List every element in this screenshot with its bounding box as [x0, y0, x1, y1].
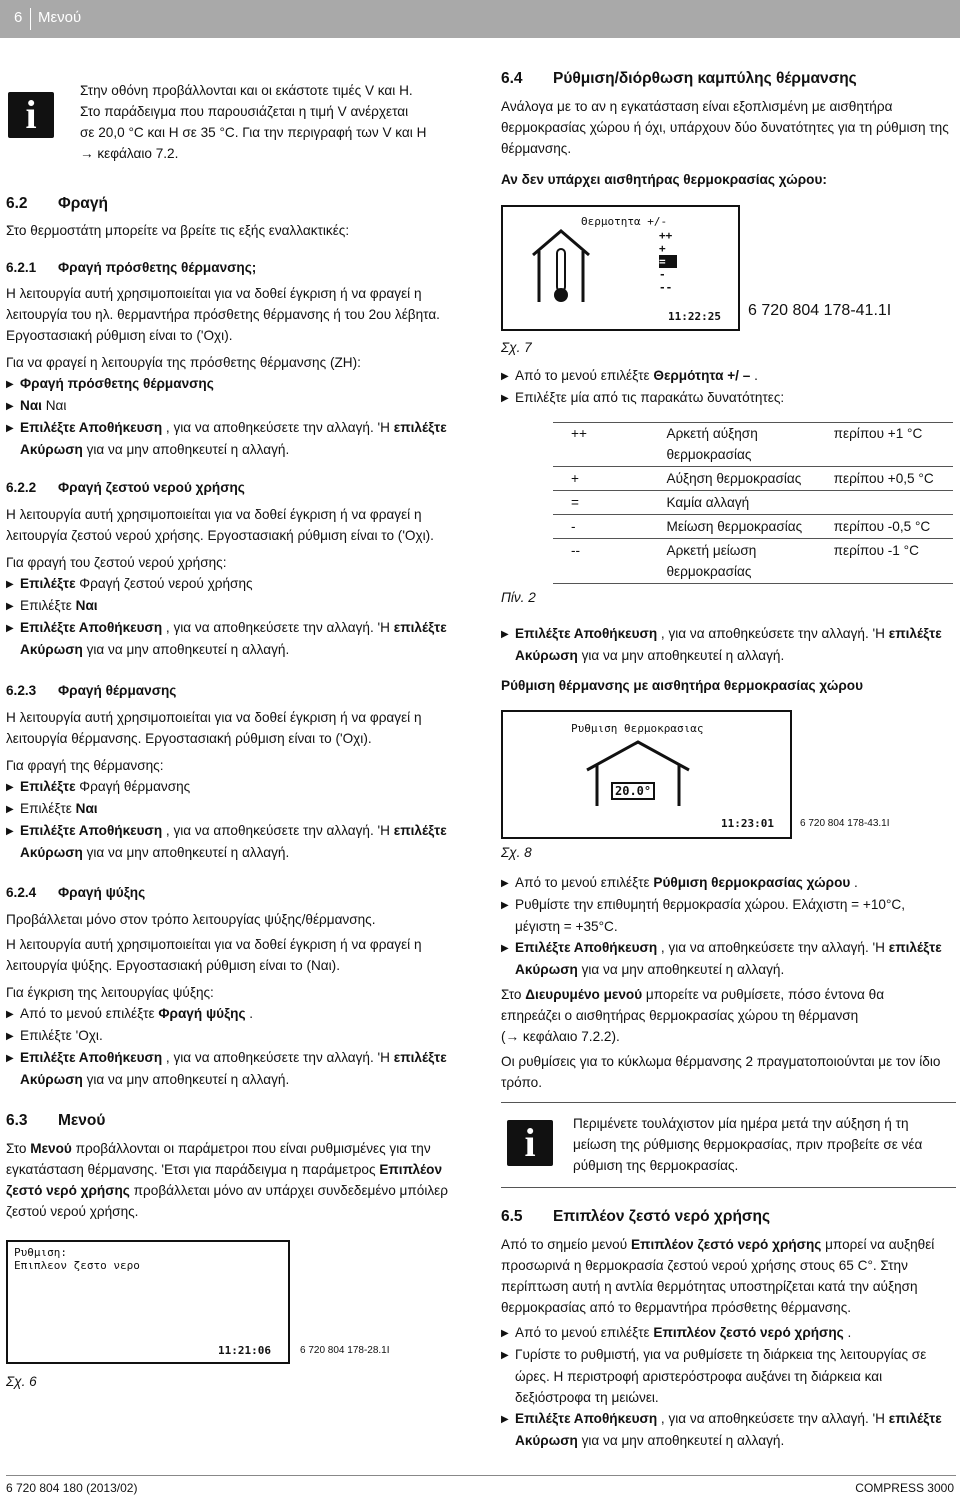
fig7-save-step: ▶ Επιλέξτε Αποθήκευση , για να αποθηκεύσετε την αλλαγή. 'Η επιλέξτε Ακύρωση για να μην αποθηκευτεί η αλλαγή.: [501, 626, 942, 663]
table-cell-value: [834, 492, 953, 513]
table-cell-value: περίπου -0,5 °C: [833, 519, 931, 534]
section-6-2-intro: Στο θερμοστάτη μπορείτε να βρείτε τις εξής εναλλακτικές:: [6, 223, 350, 238]
display-line-1: Ρυθμιση:: [14, 1246, 67, 1259]
display-screenshot-fig8: [501, 710, 792, 839]
display-line-2: Επιπλεον ζεστο νερο: [14, 1259, 140, 1272]
table-cell-symbol: ++: [571, 426, 587, 441]
no-sensor-heading: Αν δεν υπάρχει αισθητήρας θερμοκρασίας χώρου:: [501, 172, 827, 187]
adjustment-table: [501, 422, 956, 584]
figure-code: 6 720 804 178-28.1I: [300, 1345, 390, 1356]
table-cell-symbol: -: [571, 519, 576, 534]
table-row: [553, 467, 953, 491]
header-section-title: Μενού: [38, 9, 82, 26]
figure-code: 6 720 804 178-43.1I: [800, 818, 890, 829]
display-clock: 11:23:01: [721, 817, 774, 830]
sensor-heading: Ρύθμιση θέρμανσης με αισθητήρα θερμοκρασίας χώρου: [501, 678, 864, 693]
figure-label: Σχ. 7: [501, 340, 532, 355]
table-cell-description: Καμία αλλαγή: [666, 495, 750, 510]
option-list: ++ + = - --: [659, 229, 677, 294]
display-title: Ρυθμιση θερμοκρασιας: [571, 722, 704, 735]
section-6-2-2-body: Η λειτουργία αυτή χρησιμοποιείται για να δοθεί έγκριση ή να φραγεί η λειτουργία ζεστού νερού χρήσης. Εργοστασιακή ρύθμιση είναι το ('Οχι). Για φραγή του ζεστού νερού χρήσης: ▶ Επιλέξτε Φραγή ζεστού νερού χρήσης ▶ Επιλέξτε Ναι ▶ Επιλέξτε Αποθήκευση , για να αποθηκεύσετε την αλλαγή. 'Η επιλέξτε Ακύρωση για να μην αποθηκευτεί η αλλαγή.: [6, 507, 447, 657]
selected-option: =: [659, 255, 677, 268]
section-6-4-intro: Ανάλογα με το αν η εγκατάσταση είναι εξοπλισμένη με αισθητήρα θερμοκρασίας χώρου ή όχι, υπάρχουν δύο δυνατότητες για τη ρύθμιση της θέρμανσης.: [501, 99, 949, 156]
table-cell-value: περίπου +0,5 °C: [833, 471, 934, 486]
section-6-2-4-heading: 6.2.4 Φραγή ψύξης: [6, 885, 146, 900]
section-6-4-heading: 6.4 Ρύθμιση/διόρθωση καμπύλης θέρμανσης: [501, 70, 857, 87]
display-screenshot-fig7: [501, 205, 740, 331]
table-row: [553, 539, 953, 584]
section-6-2-2-heading: 6.2.2 Φραγή ζεστού νερού χρήσης: [6, 480, 245, 495]
section-6-2-3-heading: 6.2.3 Φραγή θέρμανσης: [6, 683, 177, 698]
section-6-3-body: Στο Μενού προβάλλονται οι παράμετροι που είναι ρυθμισμένες για την εγκατάσταση θέρμανσης. 'Ετσι για παράδειγμα η παράμετρος Επιπλέον ζεστό νερό χρήσης προβάλλεται μόνο αν υπάρχει συνδεδεμένο μπόιλερ ζεστού νερού χρήσης.: [6, 1141, 448, 1219]
table-cell-value: περίπου +1 °C: [833, 426, 923, 441]
section-6-2-1-body: Η λειτουργία αυτή χρησιμοποιείται για να δοθεί έγκριση ή να φραγεί η λειτουργία του ηλ. θερμαντήρα πρόσθετης θέρμανσης ή του 2ου λέβητα. Εργοστασιακή ρύθμιση είναι το ('Οχι). Για να φραγεί η λειτουργία της πρόσθετης θέρμανσης (ZH): ▶ Φραγή πρόσθετης θέρμανσης ▶ Ναι Ναι ▶ Επιλέξτε Αποθήκευση , για να αποθηκεύσετε την αλλαγή. 'Η επιλέξτε Ακύρωση για να μην αποθηκευτεί η αλλαγή.: [6, 286, 447, 457]
table-cell-value: περίπου -1 °C: [833, 543, 919, 558]
table-cell-symbol: =: [571, 495, 579, 510]
display-title: Θερμοτητα +/-: [581, 215, 668, 228]
extended-menu-paragraph: Στο Διευρυμένο μενού μπορείτε να ρυθμίσετε, πόσο έντονα θα επηρεάζει ο αισθητήρας θερμοκρασίας χώρου τη θέρμανση (→ κεφάλαιο 7.2.2).: [501, 987, 885, 1044]
table-cell-description: Αρκετή μείωση θερμοκρασίας: [666, 543, 757, 579]
table-row: [553, 515, 953, 539]
info-icon: i: [8, 92, 54, 138]
info-note: Στην οθόνη προβάλλονται και οι εκάστοτε τιμές V και H. Στο παράδειγμα που παρουσιάζεται η τιμή V ανέρχεται σε 20,0 °C και H σε 35 °C. Για την περιγραφή των V και H → κεφάλαιο 7.2.: [80, 83, 427, 161]
circuit2-paragraph: Οι ρυθμίσεις για το κύκλωμα θέρμανσης 2 πραγματοποιούνται με τον ίδιο τρόπο.: [501, 1054, 941, 1090]
page-header: [0, 0, 960, 38]
section-6-2-1-heading: 6.2.1 Φραγή πρόσθετης θέρμανσης;: [6, 260, 257, 275]
thermometer-house-icon: [531, 227, 591, 317]
section-6-3-heading: 6.3 Μενού: [6, 1112, 106, 1129]
section-6-5-body: Από το σημείο μενού Επιπλέον ζεστό νερό χρήσης μπορεί να αυξηθεί προσωρινά η θερμοκρασία ζεστού νερού χρήσης στους 65 C°. Στην περίπτωση αυτή η αντλία θερμότητας υποστηρίζεται κατά την αύξηση θερμοκρασίας από το θερμαντήρα πρόσθετης θέρμανσης. ▶ Από το μενού επιλέξτε Επιπλέον ζεστό νερό χρήσης . ▶ Γυρίστε το ρυθμιστή, για να ρυθμίσετε τη διάρκεια της λειτουργίας σε ώρες. Η περιστροφή αριστερόστροφα αυξάνει τη διάρκεια και δεξιόστροφα τη μειώνει. ▶ Επιλέξτε Αποθήκευση , για να αποθηκεύσετε την αλλαγή. 'Η επιλέξτε Ακύρωση για να μην αποθηκευτεί η αλλαγή.: [501, 1237, 942, 1448]
table-cell-symbol: +: [571, 471, 579, 486]
table-row: [553, 422, 953, 467]
footer-doc-number: 6 720 804 180 (2013/02): [6, 1481, 138, 1495]
table-cell-description: Αύξηση θερμοκρασίας: [666, 471, 802, 486]
figure-label: Σχ. 6: [6, 1374, 37, 1389]
section-6-5-heading: 6.5 Επιπλέον ζεστό νερό χρήσης: [501, 1208, 771, 1225]
section-6-2-heading: 6.2 Φραγή: [6, 195, 108, 212]
footer-rule: [6, 1475, 956, 1476]
table-label: Πίν. 2: [501, 590, 536, 605]
table-cell-description: Μείωση θερμοκρασίας: [666, 519, 803, 534]
section-6-2-3-body: Η λειτουργία αυτή χρησιμοποιείται για να δοθεί έγκριση ή να φραγεί η λειτουργία θέρμανσης. Εργοστασιακή ρύθμιση είναι το ('Οχι). Για φραγή της θέρμανσης: ▶ Επιλέξτε Φραγή θέρμανσης ▶ Επιλέξτε Ναι ▶ Επιλέξτε Αποθήκευση , για να αποθηκεύσετε την αλλαγή. 'Η επιλέξτε Ακύρωση για να μην αποθηκευτεί η αλλαγή.: [6, 710, 447, 860]
table-cell-symbol: --: [571, 543, 581, 558]
fig7-steps: ▶ Από το μενού επιλέξτε Θερμότητα +/ – . ▶ Επιλέξτε μία από τις παρακάτω δυνατότητες:: [501, 368, 785, 405]
table-cell-description: Αρκετή αύξηση θερμοκρασίας: [666, 426, 758, 462]
page-number: 6: [14, 9, 23, 26]
fig8-steps: ▶ Από το μενού επιλέξτε Ρύθμιση θερμοκρασίας χώρου . ▶ Ρυθμίστε την επιθυμητή θερμοκρασία χώρου. Ελάχιστη = +10°C, μέγιστη = +35°C. ▶ Επιλέξτε Αποθήκευση , για να αποθηκεύσετε την αλλαγή. 'Η επιλέξτε Ακύρωση για να μην αποθηκευτεί η αλλαγή.: [501, 875, 942, 977]
display-clock: 11:22:25: [668, 310, 721, 323]
info-icon: i: [507, 1120, 553, 1166]
info-note: Περιμένετε τουλάχιστον μία ημέρα μετά την αύξηση ή τη μείωση της ρύθμισης θερμοκρασίας, πριν προβείτε σε νέα ρύθμιση της θερμοκρασίας.: [573, 1116, 923, 1173]
footer-product: COMPRESS 3000: [855, 1481, 954, 1495]
display-screenshot-fig6: [6, 1240, 290, 1364]
section-6-2-4-body: Προβάλλεται μόνο στον τρόπο λειτουργίας ψύξης/θέρμανσης. Η λειτουργία αυτή χρησιμοποιείται για να δοθεί έγκριση ή να φραγεί η λειτουργία ψύξης. Εργοστασιακή ρύθμιση είναι το (Ναι). Για έγκριση της λειτουργίας ψύξης: ▶ Από το μενού επιλέξτε Φραγή ψύξης . ▶ Επιλέξτε 'Οχι. ▶ Επιλέξτε Αποθήκευση , για να αποθηκεύσετε την αλλαγή. 'Η επιλέξτε Ακύρωση για να μην αποθηκευτεί η αλλαγή.: [6, 912, 447, 1087]
header-divider: [30, 8, 31, 30]
figure-label: Σχ. 8: [501, 845, 532, 860]
display-clock: 11:21:06: [218, 1344, 271, 1357]
figure-code: 6 720 804 178-41.1I: [748, 302, 892, 319]
table-row: [553, 491, 953, 515]
temperature-value: 20.0°: [611, 782, 655, 800]
